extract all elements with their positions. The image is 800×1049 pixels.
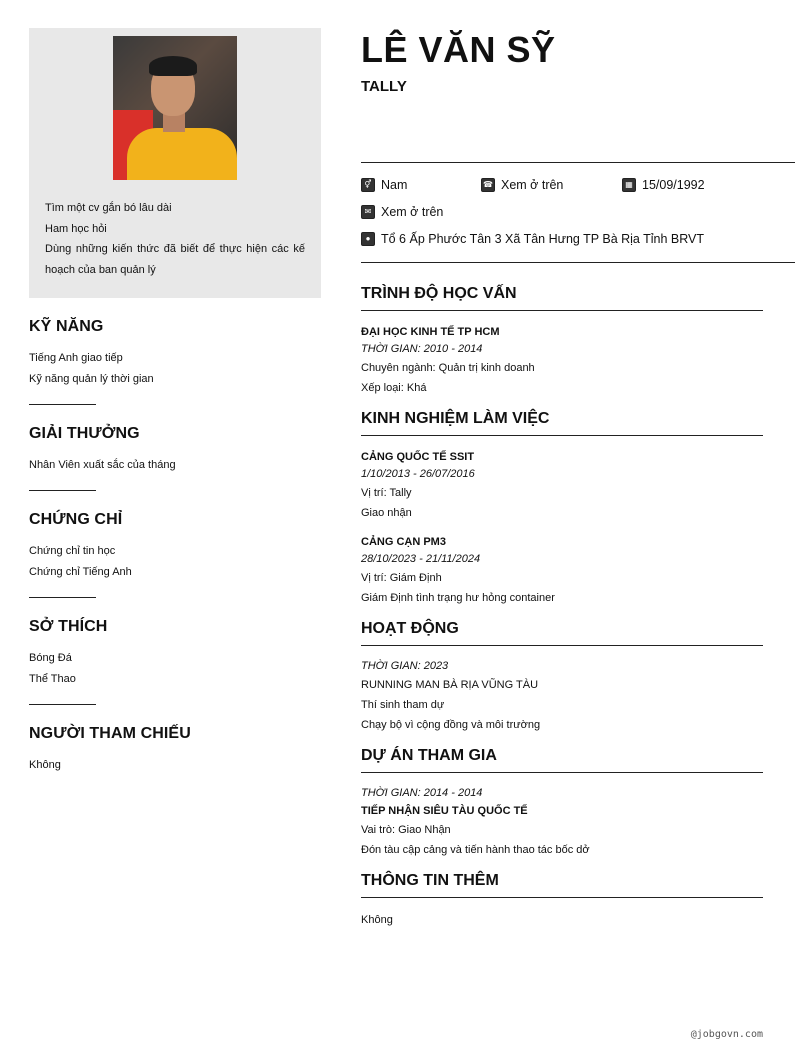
list-item: Chứng chỉ Tiếng Anh [29,566,132,578]
section-underline [361,645,763,646]
contact-info [361,163,795,262]
location-pin-icon: ● [361,232,375,246]
left-column [29,28,321,776]
divider [29,490,96,491]
full-name: LÊ VĂN SỸ [361,29,556,70]
list-item: Tiếng Anh giao tiếp [29,352,123,364]
objective-line: Ham học hỏi [45,222,107,235]
projects-section [361,747,763,860]
section-underline [361,310,763,311]
skills-section [29,318,321,405]
education-rank: Xếp loại: Khá [361,382,427,394]
education-entry [361,323,763,398]
address-value: Tổ 6 Ấp Phước Tân 3 Xã Tân Hưng TP Bà Rịa Tỉnh BRVT [381,231,705,246]
list-item: Không [29,759,61,771]
school-name: ĐẠI HỌC KINH TẾ TP HCM [361,326,500,338]
job-time: 28/10/2023 - 21/11/2024 [361,553,481,565]
activities-section [361,620,763,735]
section-title: TRÌNH ĐỘ HỌC VẤN [361,285,517,302]
career-objective [45,198,305,280]
project-description: Đón tàu cập cảng và tiến hành thao tác bốc dở [361,844,590,856]
divider [29,597,96,598]
awards-section [29,425,321,491]
phone-icon: ☎ [481,178,495,192]
job-position: Vị trí: Giám Định [361,572,442,584]
gender-value: Nam [381,177,408,192]
additional-info-section [361,872,763,930]
email-icon: ✉ [361,205,375,219]
list-item: Nhân Viên xuất sắc của tháng [29,459,176,471]
divider [29,404,96,405]
phone-value: Xem ở trên [501,177,564,192]
list-item: Thể Thao [29,673,76,685]
watermark-footer: @jobgovn.com [690,1029,763,1040]
objective-line: Tìm một cv gắn bó lâu dài [45,202,172,214]
divider [361,262,795,263]
job-entry [361,533,763,608]
portrait-photo [113,36,237,180]
section-title: GIẢI THƯỞNG [29,425,140,442]
activity-entry [361,658,763,735]
certificates-section [29,511,321,598]
project-role: Vai trò: Giao Nhận [361,824,451,836]
profile-box [29,28,321,298]
activity-role: Thí sinh tham dự [361,699,445,711]
project-entry [361,785,763,860]
job-description: Giám Định tình trạng hư hỏng container [361,592,555,604]
list-item: Bóng Đá [29,652,72,664]
divider [29,704,96,705]
section-underline [361,897,763,898]
right-column [361,28,795,930]
email-value: Xem ở trên [381,204,444,219]
experience-section [361,410,763,608]
section-title: KỸ NĂNG [29,318,104,335]
list-item: Chứng chỉ tin học [29,545,116,557]
job-title: TALLY [361,78,407,95]
section-title: NGƯỜI THAM CHIẾU [29,725,191,742]
job-description: Giao nhận [361,507,412,519]
job-entry [361,448,763,523]
project-time: THỜI GIAN: 2014 - 2014 [361,787,483,799]
section-title: THÔNG TIN THÊM [361,872,499,889]
section-title: SỞ THÍCH [29,618,108,635]
activity-description: Chạy bộ vì cộng đồng và môi trường [361,719,541,731]
list-item: Kỹ năng quản lý thời gian [29,373,154,385]
project-name: TIẾP NHẬN SIÊU TÀU QUỐC TẾ [361,805,528,817]
education-major: Chuyên ngành: Quản trị kinh doanh [361,362,535,374]
job-time: 1/10/2013 - 26/07/2016 [361,468,475,480]
calendar-icon: ▦ [622,178,636,192]
objective-line: Dùng những kiến thức đã biết để thực hiện các kế hoạch của ban quản lý [45,243,305,276]
section-title: HOẠT ĐỘNG [361,620,459,637]
company-name: CẢNG CẠN PM3 [361,536,446,548]
hobbies-section [29,618,321,705]
activity-time: THỜI GIAN: 2023 [361,660,449,672]
education-time: THỜI GIAN: 2010 - 2014 [361,343,483,355]
section-title: DỰ ÁN THAM GIA [361,747,497,764]
birthday-value: 15/09/1992 [642,177,705,192]
section-title: CHỨNG CHỈ [29,511,123,528]
section-title: KINH NGHIỆM LÀM VIỆC [361,410,550,427]
section-underline [361,772,763,773]
additional-info-text: Không [361,914,393,926]
section-underline [361,435,763,436]
references-section [29,725,321,776]
education-section [361,285,763,398]
activity-name: RUNNING MAN BÀ RỊA VŨNG TÀU [361,679,539,691]
job-position: Vị trí: Tally [361,487,412,499]
gender-icon: ⚥ [361,178,375,192]
company-name: CẢNG QUỐC TẾ SSIT [361,451,475,463]
